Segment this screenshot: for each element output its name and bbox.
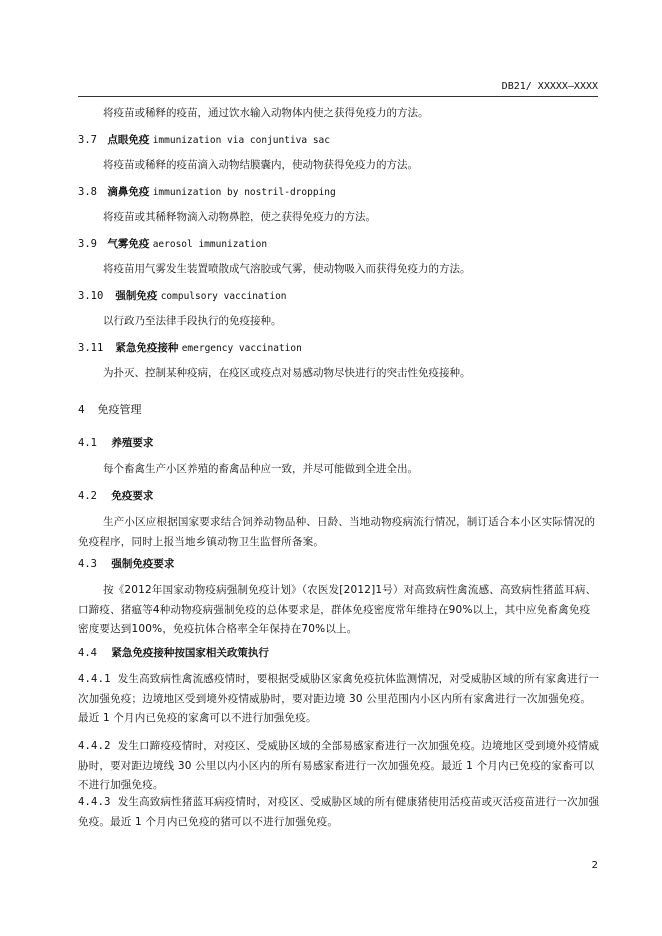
section-number: 3.10: [78, 290, 104, 302]
definition-text: 为扑灭、控制某种疫病，在疫区或疫点对易感动物尽快进行的突击性免疫接种。: [103, 367, 471, 379]
header-rule: [78, 96, 598, 97]
subclause-text: 发生口蹄疫疫情时，对疫区、受威胁区域的全部易感家畜进行一次加强免疫。边境地区受到境外疫情威胁时，要对距边境线 30 公里以内小区内的所有易感家畜进行一次加强免疫。最近 1 个月内已免疫的家畜可以不进行加强免疫。: [78, 740, 600, 791]
section-title: 养殖要求: [111, 437, 154, 449]
subclause: [78, 670, 600, 729]
section-number: 3.11: [78, 342, 104, 354]
subclause-number: 4.4.1: [78, 673, 111, 685]
definition-text: 将疫苗或稀释的疫苗滴入动物结膜囊内，使动物获得免疫力的方法。: [103, 159, 418, 171]
definition-text: 将疫苗或稀释的疫苗，通过饮水输入动物体内使之获得免疫力的方法。: [103, 107, 429, 119]
definition-text: 将疫苗用气雾发生装置喷散成气溶胶或气雾，使动物吸入而获得免疫力的方法。: [103, 263, 471, 275]
section-heading: [78, 133, 600, 148]
body-paragraph: 每个畜禽生产小区养殖的畜禽品种应一致，并尽可能做到全进全出。: [103, 463, 418, 475]
subclause-text: 发生高致病性猪蓝耳病疫情时，对疫区、受威胁区域的所有健康猪使用活疫苗或灭活疫苗进行一次加强免疫。最近 1 个月内已免疫的猪可以不进行加强免疫。: [78, 796, 600, 828]
section-heading: [78, 557, 600, 572]
section-heading: [78, 237, 600, 252]
section-heading: [78, 646, 600, 661]
section-title: 紧急免疫接种按国家相关政策执行: [111, 647, 269, 659]
section-number: 3.7: [78, 134, 97, 146]
section-heading: [78, 436, 600, 451]
section-english-term: emergency vaccination: [181, 343, 302, 354]
subclause-number: 4.4.2: [78, 740, 111, 752]
body-paragraph: 按《2012年国家动物疫病强制免疫计划》（农医发[2012]1号）对高致病性禽流感、高致病性猪蓝耳病、口蹄疫、猪瘟等4种动物疫病强制免疫的总体要求是，群体免疫密度常年维持在90%以上，其中应免畜禽免疫密度要达到100%，免疫抗体合格率全年保持在70%以上。: [78, 584, 597, 635]
section-english-term: aerosol immunization: [152, 239, 268, 250]
section-title: 滴鼻免疫: [107, 186, 150, 198]
chapter-heading: [78, 402, 600, 417]
section-number: 4.3: [78, 558, 97, 570]
definition-text: 将疫苗或其稀释物滴入动物鼻腔，使之获得免疫力的方法。: [103, 211, 376, 223]
page-number: 2: [591, 860, 598, 871]
body-paragraph: 生产小区应根据国家要求结合饲养动物品种、日龄、当地动物疫病流行情况，制订适合本小区实际情况的免疫程序，同时上报当地乡镇动物卫生监督所备案。: [78, 516, 596, 548]
subclause-number: 4.4.3: [78, 796, 111, 808]
section-number: 3.8: [78, 186, 97, 198]
section-english-term: immunization by nostril-dropping: [152, 187, 336, 198]
section-title: 点眼免疫: [107, 134, 150, 146]
subclause: [78, 793, 600, 832]
section-number: 3.9: [78, 238, 97, 250]
section-title: 气雾免疫: [107, 238, 150, 250]
section-number: 4.4: [78, 647, 97, 659]
section-heading: [78, 289, 600, 304]
section-heading: [78, 489, 600, 504]
subclause: [78, 737, 600, 796]
definition-text: 以行政乃至法律手段执行的免疫接种。: [103, 315, 282, 327]
section-title: 免疫要求: [111, 490, 154, 502]
chapter-number: 4: [78, 403, 85, 416]
section-number: 4.2: [78, 490, 97, 502]
section-english-term: compulsory vaccination: [160, 291, 287, 302]
section-heading: [78, 185, 600, 200]
section-title: 强制免疫: [115, 290, 158, 302]
section-english-term: immunization via conjuntiva sac: [152, 135, 330, 146]
document-code: DB21/ XXXXX—XXXX: [501, 81, 598, 92]
section-title: 紧急免疫接种: [115, 342, 179, 354]
section-title: 强制免疫要求: [111, 558, 175, 570]
subclause-text: 发生高致病性禽流感疫情时，要根据受威胁区家禽免疫抗体监测情况，对受威胁区域的所有家禽进行一次加强免疫；边境地区受到境外疫情威胁时，要对距边境 30 公里范围内小区内所有家禽进行一次加强免疫。最近 1 个月内已免疫的家禽可以不进行加强免疫。: [78, 673, 600, 724]
section-number: 4.1: [78, 437, 97, 449]
chapter-title: 免疫管理: [97, 403, 142, 416]
section-heading: [78, 341, 600, 356]
